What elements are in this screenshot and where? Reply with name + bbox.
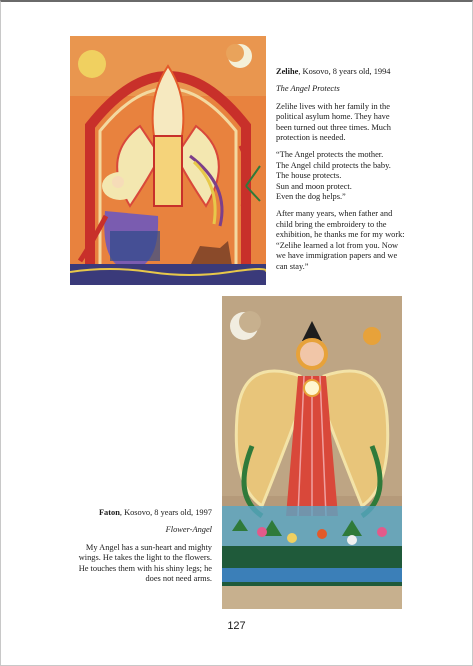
artwork-title: The Angel Protects	[276, 84, 340, 94]
quote-paragraph: “The Angel protects the mother. The Angel child protects the baby. The house protects. Sun and moon protect. Even the dog helps.”	[276, 150, 391, 202]
artwork-credit	[72, 508, 212, 518]
page-number: 127	[227, 620, 246, 632]
artist-details: , Kosovo, 8 years old, 1994	[298, 67, 391, 76]
artist-details: , Kosovo, 8 years old, 1997	[119, 508, 212, 517]
embroidery-illustration-flower-angel	[222, 296, 402, 609]
caption-flower-angel	[72, 508, 212, 591]
artist-name: Faton	[98, 508, 120, 517]
embroidery-illustration-angel-protects	[70, 36, 266, 285]
artwork-title: Flower-Angel	[165, 525, 212, 535]
description-paragraph: After many years, when father and child bring the embroidery to the exhibition, he thanks me for my work: “Zelihe learned a lot from you. Now we have immigration papers and we can stay.”	[276, 209, 405, 271]
artist-name: Zelihe	[276, 67, 299, 76]
artwork-credit	[276, 67, 406, 77]
embroidery-image-angel-protects	[70, 36, 266, 285]
description-paragraph: My Angel has a sun-heart and mighty wings. He takes the light to the flowers. He touches them with his shiny legs; he does not need arms.	[78, 542, 212, 584]
description-paragraph: Zelihe lives with her family in the political asylum home. They have been turned out three times. Much protection is needed.	[276, 101, 391, 143]
caption-angel-protects	[276, 67, 406, 279]
embroidery-image-flower-angel	[222, 296, 402, 609]
